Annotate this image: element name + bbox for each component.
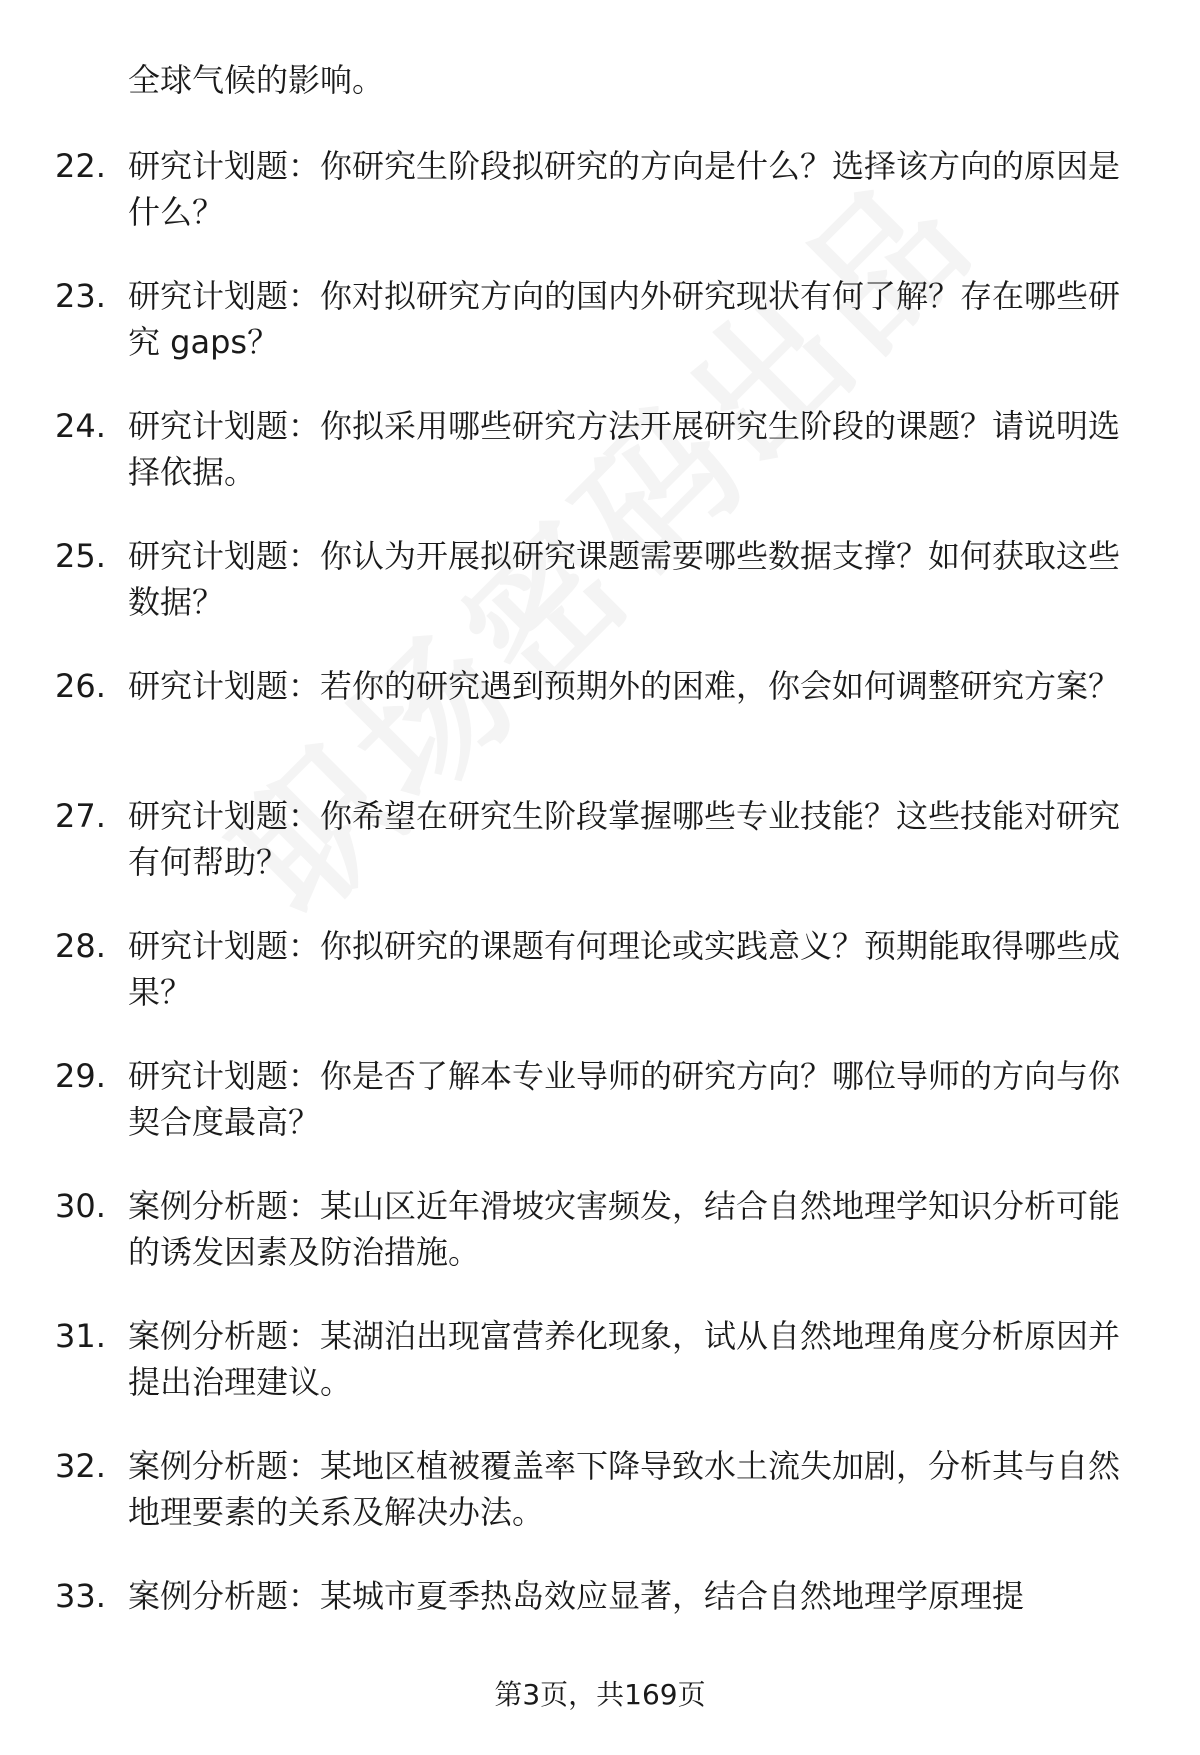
- question-item-31: [0, 1313, 1200, 1443]
- continued-text: 全球气候的影响。: [128, 61, 385, 99]
- question-item-24: [0, 403, 1200, 533]
- question-number: 33.: [55, 1577, 106, 1615]
- question-item-26: [0, 663, 1200, 793]
- question-text: 案例分析题：某湖泊出现富营养化现象，试从自然地理角度分析原因并提出治理建议。: [128, 1317, 1121, 1401]
- question-number: 23.: [55, 277, 106, 315]
- question-item-29: [0, 1053, 1200, 1183]
- question-text: 研究计划题：你认为开展拟研究课题需要哪些数据支撑？如何获取这些数据？: [128, 537, 1121, 621]
- question-item-27: [0, 793, 1200, 923]
- question-item-28: [0, 923, 1200, 1053]
- question-number: 22.: [55, 147, 106, 185]
- question-item-23: [0, 273, 1200, 403]
- page-footer: 第3页，共169页: [494, 1678, 706, 1711]
- question-number: 32.: [55, 1447, 106, 1485]
- question-number: 25.: [55, 537, 106, 575]
- question-text: 研究计划题：你对拟研究方向的国内外研究现状有何了解？存在哪些研究 gaps？: [128, 277, 1121, 361]
- question-text: 研究计划题：你希望在研究生阶段掌握哪些专业技能？这些技能对研究有何帮助？: [128, 797, 1121, 881]
- question-text: 案例分析题：某城市夏季热岛效应显著，结合自然地理学原理提: [128, 1577, 1025, 1615]
- question-text: 研究计划题：若你的研究遇到预期外的困难，你会如何调整研究方案？: [128, 667, 1121, 705]
- question-list: [0, 143, 1200, 1703]
- question-text: 研究计划题：你拟研究的课题有何理论或实践意义？预期能取得哪些成果？: [128, 927, 1121, 1011]
- question-item-22: [0, 143, 1200, 273]
- question-text: 案例分析题：某地区植被覆盖率下降导致水土流失加剧，分析其与自然地理要素的关系及解决办法。: [128, 1447, 1121, 1531]
- question-number: 28.: [55, 927, 106, 965]
- question-number: 27.: [55, 797, 106, 835]
- question-number: 31.: [55, 1317, 106, 1355]
- question-number: 30.: [55, 1187, 106, 1225]
- question-text: 案例分析题：某山区近年滑坡灾害频发，结合自然地理学知识分析可能的诱发因素及防治措施。: [128, 1187, 1121, 1271]
- question-number: 26.: [55, 667, 106, 705]
- question-text: 研究计划题：你拟采用哪些研究方法开展研究生阶段的课题？请说明选择依据。: [128, 407, 1121, 491]
- question-item-25: [0, 533, 1200, 663]
- question-number: 29.: [55, 1057, 106, 1095]
- question-text: 研究计划题：你研究生阶段拟研究的方向是什么？选择该方向的原因是什么？: [128, 147, 1121, 231]
- question-item-30: [0, 1183, 1200, 1313]
- question-text: 研究计划题：你是否了解本专业导师的研究方向？哪位导师的方向与你契合度最高？: [128, 1057, 1121, 1141]
- question-item-32: [0, 1443, 1200, 1573]
- question-number: 24.: [55, 407, 106, 445]
